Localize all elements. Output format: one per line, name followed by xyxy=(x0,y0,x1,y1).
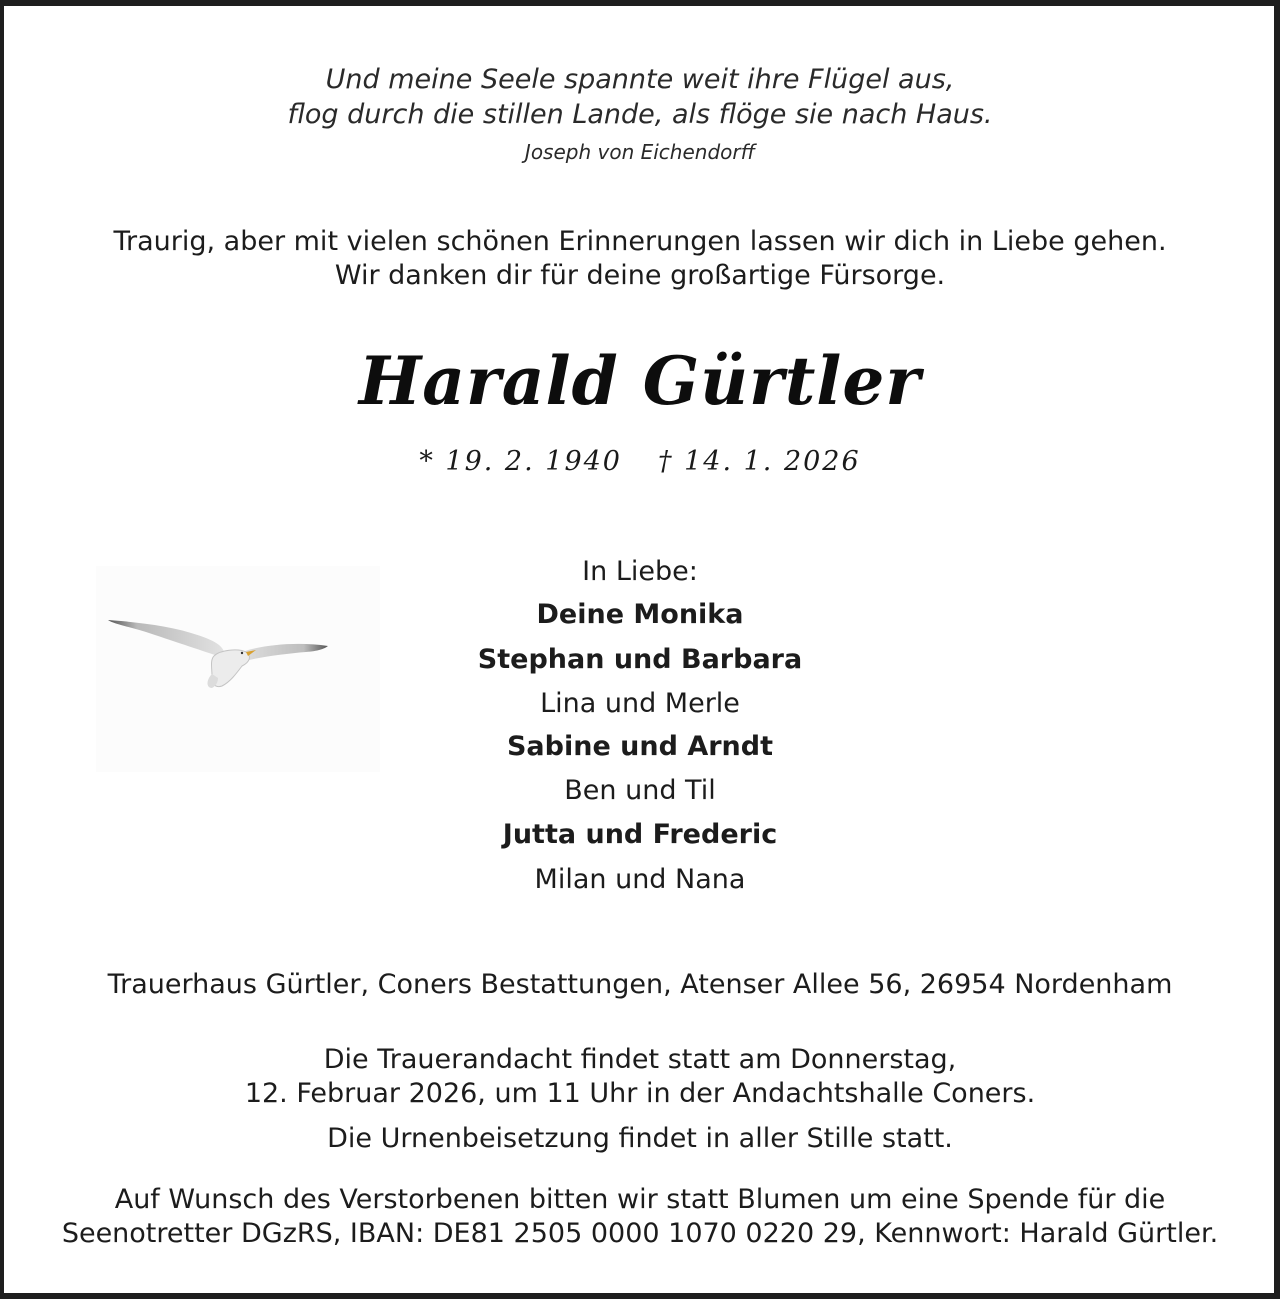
mourner-entry: Milan und Nana xyxy=(534,864,746,895)
intro-line-1: Traurig, aber mit vielen schönen Erinnerungen lassen wir dich in Liebe gehen. xyxy=(113,226,1167,257)
intro-line-2: Wir danken dir für deine großartige Fürsorge. xyxy=(334,260,946,291)
donation-line-2: Seenotretter DGzRS, IBAN: DE81 2505 0000 1070 0220 29, Kennwort: Harald Gürtler. xyxy=(61,1218,1219,1249)
quote-line-1: Und meine Seele spannte weit ihre Flügel aus, xyxy=(325,64,955,95)
ceremony-line-2: 12. Februar 2026, um 11 Uhr in der Andachtshalle Coners. xyxy=(244,1078,1036,1109)
death-date: † 14. 1. 2026 xyxy=(658,446,861,477)
mourner-entry: Lina und Merle xyxy=(540,688,740,719)
donation-line-1: Auf Wunsch des Verstorbenen bitten wir statt Blumen um eine Spende für die xyxy=(114,1184,1166,1215)
funeral-home-address: Trauerhaus Gürtler, Coners Bestattungen, Atenser Allee 56, 26954 Nordenham xyxy=(107,969,1173,1000)
deceased-name: Harald Gürtler xyxy=(358,342,922,420)
ceremony-line-3: Die Urnenbeisetzung findet in aller Stille statt. xyxy=(327,1123,953,1154)
quote-line-2: flog durch die stillen Lande, als flöge sie nach Haus. xyxy=(287,99,993,130)
ceremony-line-1: Die Trauerandacht findet statt am Donnerstag, xyxy=(323,1044,957,1075)
mourner-entry: Jutta und Frederic xyxy=(502,819,778,850)
quote-author: Joseph von Eichendorff xyxy=(524,140,756,164)
mourner-entry: Sabine und Arndt xyxy=(506,731,774,762)
mourner-entry: Deine Monika xyxy=(536,599,744,630)
mourner-entry: Ben und Til xyxy=(564,775,716,806)
mourner-entry: Stephan und Barbara xyxy=(477,644,803,675)
life-dates xyxy=(0,448,1280,475)
birth-date: * 19. 2. 1940 xyxy=(419,446,622,477)
mourners-heading: In Liebe: xyxy=(582,556,698,587)
